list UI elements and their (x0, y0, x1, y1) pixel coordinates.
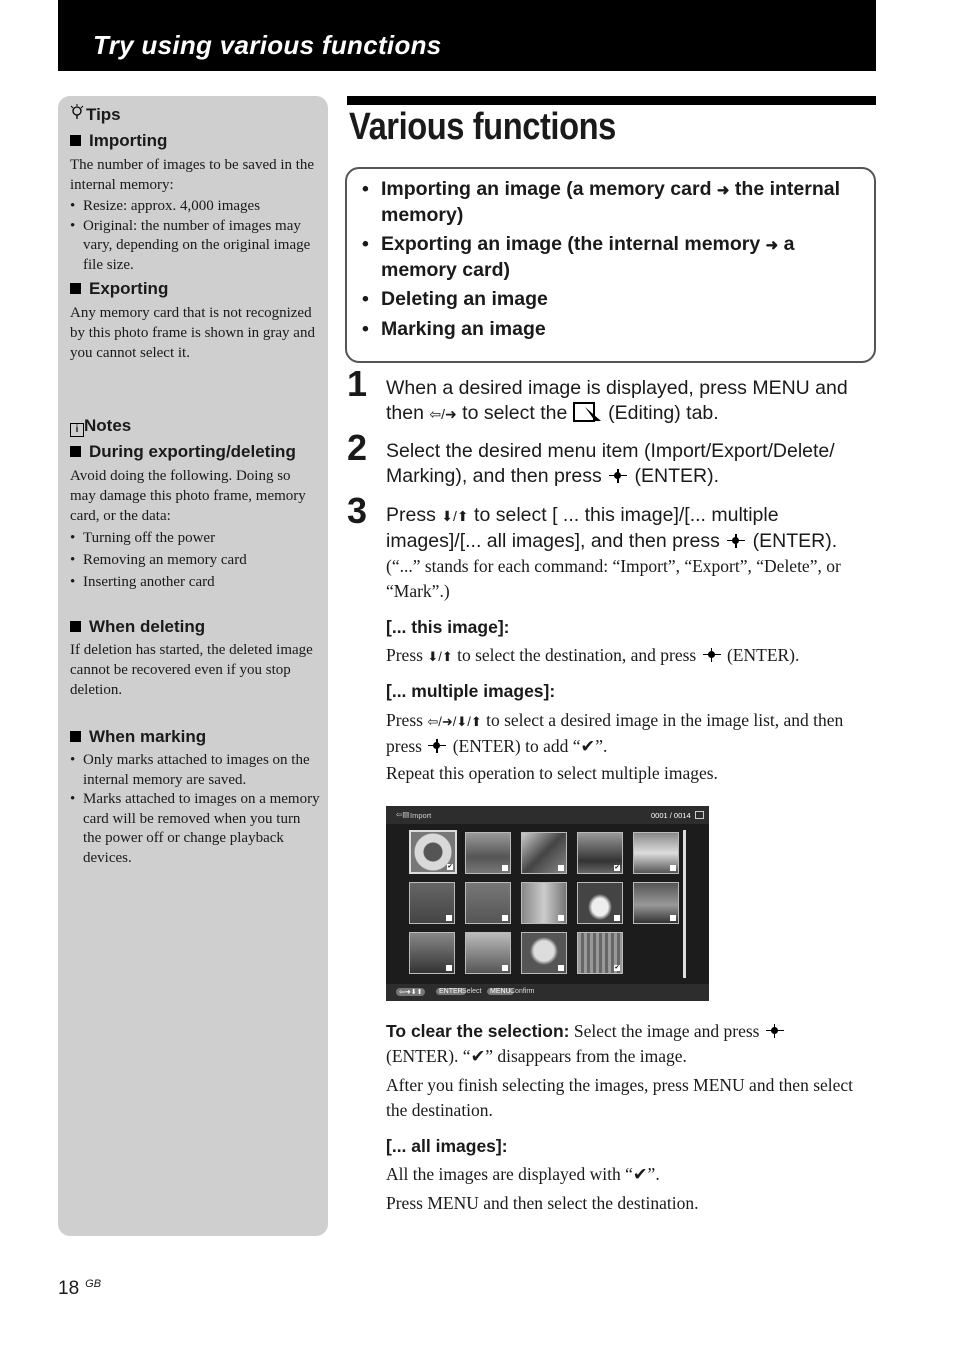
enter-button-icon (426, 739, 448, 753)
list-item: • Only marks attached to images on the internal memory are saved. (70, 751, 320, 790)
enter-button-icon (607, 469, 629, 483)
arrow-right-icon: ➜ (716, 182, 730, 199)
step-number: 2 (347, 427, 368, 468)
arrow-down-up-icon: ⬇/⬆ (427, 649, 453, 664)
menu-key-badge: MENU (487, 988, 514, 995)
thumbnail[interactable] (409, 882, 455, 924)
thumbnail[interactable] (521, 832, 567, 874)
importing-heading: Importing (70, 131, 320, 151)
list-item: • Marks attached to images on a memory card will be removed when you turn the power off or change playback devices. (70, 790, 320, 868)
deleting-text: If deletion has started, the deleted image cannot be recovered even if you stop deletion. (70, 642, 313, 698)
notes-heading (70, 416, 320, 437)
screen-top-bar (386, 806, 709, 824)
tips-label: Tips (86, 105, 121, 124)
thumbnail[interactable] (409, 932, 455, 974)
check-mark-icon: ✔ (580, 736, 596, 756)
enter-button-icon (764, 1024, 786, 1038)
step-3-text: Press ⬇/⬆ to select [ ... this image]/[... multiple images]/[... all images], and then press (ENTER). (386, 504, 838, 552)
step-2-text: Select the desired menu item (Import/Export/Delete/ Marking), and then press (ENTER). (386, 440, 835, 487)
thumbnail[interactable] (465, 932, 511, 974)
select-label: Select (462, 988, 482, 995)
section-title: Try using various functions (93, 30, 442, 60)
importing-text: The number of images to be saved in the internal memory: (70, 157, 315, 193)
editing-tab-icon (573, 401, 603, 423)
step-number: 1 (347, 363, 368, 404)
arrow-four-way-icon: ⇦/➜/⬇/⬆ (427, 714, 482, 729)
notes-label: Notes (84, 416, 132, 435)
multiple-images-text: Press ⇦/➜/⬇/⬆ to select a desired image in the image list, and then press (ENTER) to add “✔”. (386, 710, 844, 756)
repeat-text: Repeat this operation to select multiple images. (386, 763, 718, 783)
list-item: • Removing an memory card (70, 549, 320, 571)
thumbnail[interactable] (633, 832, 679, 874)
exporting-text: Any memory card that is not recognized by this photo frame is shown in gray and you cannot select it. (70, 305, 315, 361)
thumbnail[interactable] (521, 932, 567, 974)
feature-list-box: • Importing an image (a memory card ➜ the internal memory) • Exporting an image (the internal memory ➜ a memory card) • Deleting an image • Marking an image (345, 167, 876, 363)
arrow-left-right-icon: ⇦/➜ (429, 406, 457, 422)
thumbnail[interactable] (633, 882, 679, 924)
check-mark-icon: ✔ (470, 1046, 486, 1066)
screen-bottom-bar (386, 984, 709, 1001)
page-title: Various functions (349, 106, 616, 148)
arrow-down-up-icon: ⬇/⬆ (441, 508, 469, 524)
arrow-right-icon: ➜ (765, 237, 779, 254)
scrollbar[interactable] (683, 830, 686, 978)
all-images-text: All the images are displayed with “✔”. (386, 1164, 660, 1184)
during-text: Avoid doing the following. Doing so may damage this photo frame, memory card, or the data: (70, 468, 306, 524)
device-screen-image (386, 806, 709, 1001)
all-images-heading: [... all images]: (386, 1136, 508, 1156)
thumbnail[interactable] (465, 832, 511, 874)
step-number: 3 (347, 490, 368, 531)
enter-button-icon (701, 648, 723, 662)
section-header-bar (58, 0, 876, 71)
clear-selection-text: To clear the selection: Select the image and press (ENTER). “✔” disappears from the image. (386, 1019, 876, 1069)
importing-list (70, 197, 320, 275)
thumbnail[interactable] (577, 882, 623, 924)
tips-heading (70, 104, 320, 125)
thumbnail[interactable] (521, 882, 567, 924)
navigation-keys-icon: ⇦➜⬇⬆ (396, 988, 425, 996)
confirm-label: Confirm (510, 988, 535, 995)
thumbnail[interactable]: ✔ (409, 830, 457, 874)
check-mark-icon: ✔ (632, 1164, 648, 1184)
card-icon (695, 811, 704, 819)
thumbnail[interactable]: ✔ (577, 832, 623, 874)
screen-label: Import (410, 811, 432, 820)
all-images-press-text: Press MENU and then select the destination. (386, 1193, 699, 1213)
enter-key-badge: ENTER (436, 988, 466, 995)
list-item: • Resize: approx. 4,000 images (70, 197, 320, 217)
exporting-heading: Exporting (70, 279, 320, 299)
enter-button-icon (725, 534, 747, 548)
this-image-text: Press ⬇/⬆ to select the destination, and press (ENTER). (386, 645, 800, 665)
list-item: • Inserting another card (70, 571, 320, 593)
multiple-images-heading: [... multiple images]: (386, 681, 556, 701)
step-1-text: When a desired image is displayed, press MENU and then ⇦/➜ to select the (Editing) tab. (386, 377, 848, 424)
deleting-heading: When deleting (70, 617, 320, 637)
list-item: • Original: the number of images may vary, depending on the original image file size. (70, 217, 320, 276)
this-image-heading: [... this image]: (386, 617, 510, 637)
step-3-note: (“...” stands for each command: “Import”, “Export”, “Delete”, or “Mark”.) (386, 556, 841, 601)
during-list (70, 527, 320, 593)
marking-list (70, 751, 320, 868)
during-heading: During exporting/deleting (70, 442, 320, 462)
after-selection-text: After you finish selecting the images, press MENU and then select the destination. (386, 1075, 854, 1120)
lightbulb-icon (70, 104, 86, 125)
import-icon: ⇦▤ (396, 810, 410, 819)
thumbnail[interactable]: ✔ (577, 932, 623, 974)
note-icon: i (70, 423, 84, 437)
thumbnail[interactable] (465, 882, 511, 924)
marking-heading: When marking (70, 727, 320, 747)
screen-counter: 0001 / 0014 (651, 811, 691, 820)
page-number: 18 $^{GB}$ (58, 1278, 102, 1299)
list-item: • Turning off the power (70, 527, 320, 549)
tips-notes-sidebar (58, 96, 328, 1236)
title-rule (347, 96, 876, 105)
